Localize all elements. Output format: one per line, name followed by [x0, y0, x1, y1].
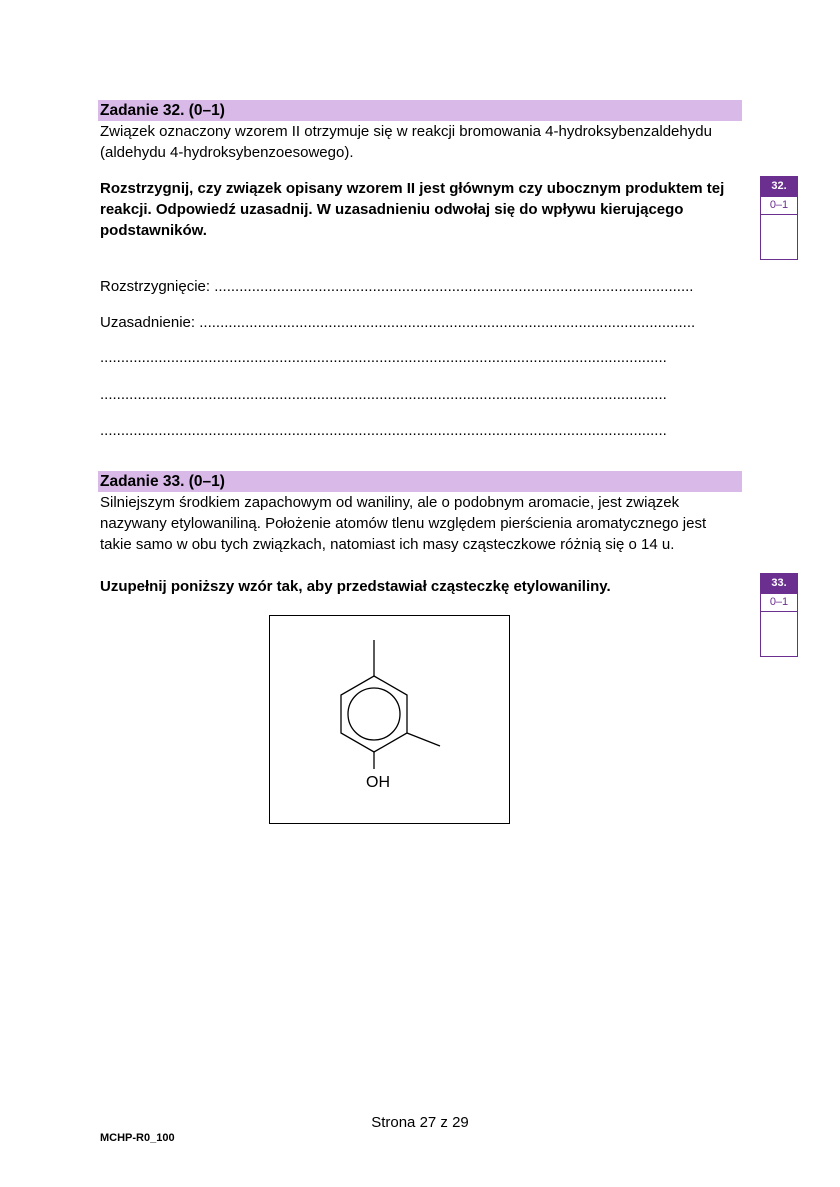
justification-line[interactable]: Uzasadnienie: .......................................................................................................................: [100, 314, 696, 331]
task-33-header: Zadanie 33. (0–1): [98, 471, 742, 492]
score-box-32: [760, 176, 798, 260]
task-32-instruction-line2: reakcji. Odpowiedź uzasadnij. W uzasadnieniu odwołaj się do wpływu kierującego: [100, 201, 684, 218]
task-33-intro-line3: takie samo w obu tych związkach, natomiast ich masy cząsteczkowe różnią się o 14 u.: [100, 536, 675, 553]
task-32-intro-line2: (aldehydu 4-hydroksybenzoesowego).: [100, 144, 354, 161]
page-number: Strona 27 z 29: [371, 1114, 469, 1131]
score-box-33-number: 33.: [761, 574, 797, 593]
score-box-33: [760, 573, 798, 657]
decision-line[interactable]: Rozstrzygnięcie: ...................................................................................................................: [100, 278, 694, 295]
score-box-32-range: 0–1: [761, 196, 797, 215]
answer-dots-line-3[interactable]: ........................................................................................................................................: [100, 422, 667, 439]
score-box-33-field[interactable]: [761, 612, 797, 656]
task-32-header: Zadanie 32. (0–1): [98, 100, 742, 121]
task-32-instruction-line3: podstawników.: [100, 222, 207, 239]
task-33-intro-line1: Silniejszym środkiem zapachowym od waniliny, ale o podobnym aromacie, jest związek: [100, 494, 680, 511]
task-32-intro-line1: Związek oznaczony wzorem II otrzymuje się w reakcji bromowania 4-hydroksybenzaldehydu: [100, 123, 712, 140]
task-32-instruction-line1: Rozstrzygnij, czy związek opisany wzorem II jest głównym czy ubocznym produktem tej: [100, 180, 725, 197]
aromatic-ring-circle: [348, 688, 400, 740]
exam-code: MCHP-R0_100: [100, 1132, 175, 1144]
answer-dots-line-2[interactable]: ........................................................................................................................................: [100, 386, 667, 403]
answer-dots-line-1[interactable]: ........................................................................................................................................: [100, 349, 667, 366]
oh-label: OH: [366, 774, 390, 791]
benzene-structure-diagram: [270, 616, 509, 823]
score-box-32-field[interactable]: [761, 215, 797, 259]
score-box-33-range: 0–1: [761, 593, 797, 612]
task-33-intro-line2: nazywany etylowaniliną. Położenie atomów tlenu względem pierścienia aromatycznego jest: [100, 515, 707, 532]
score-box-32-number: 32.: [761, 177, 797, 196]
right-substituent-bond: [407, 733, 440, 746]
molecule-drawing-area[interactable]: [269, 615, 510, 824]
task-33-instruction: Uzupełnij poniższy wzór tak, aby przedstawiał cząsteczkę etylowaniliny.: [100, 578, 611, 595]
